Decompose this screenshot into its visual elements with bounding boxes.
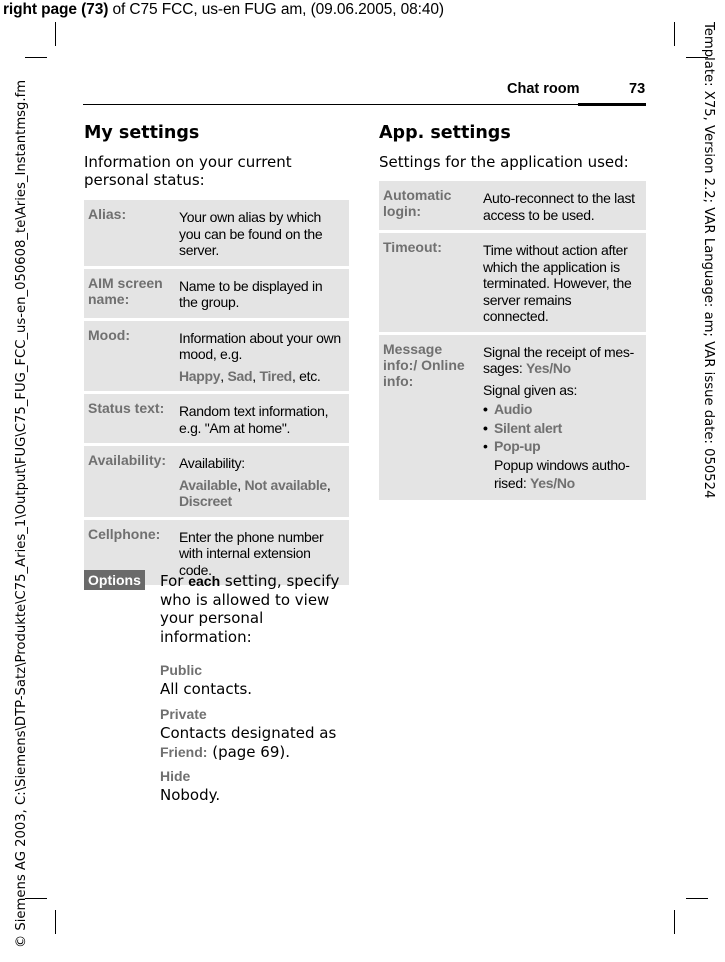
side-file-path: © Siemens AG 2003, C:\Siemens\DTP-Satz\Produkte\C75_Aries_1\Output\FUG\C75_FUG_FCC_us-en_050608_te\Aries_Instantmsg.fm	[14, 79, 29, 948]
crop-mark	[674, 910, 675, 934]
page-number: 73	[629, 81, 646, 97]
running-header-title: Chat room	[507, 81, 580, 97]
description: Your own alias by which you can be found on the server.	[173, 200, 349, 266]
description: Random text information, e.g. "Am at home".	[173, 394, 349, 443]
app-settings-table	[379, 178, 646, 503]
table-row	[84, 269, 349, 318]
term: Message info:/ Online info:	[379, 335, 477, 500]
section-intro: Settings for the application used:	[379, 153, 629, 171]
description: Name to be displayed in the group.	[173, 269, 349, 318]
side-template-info: Template: X75, Version 2.2; VAR Language: am; VAR issue date: 050524	[701, 22, 716, 499]
section-intro: Information on your current personal status:	[84, 153, 292, 189]
term: Automatic login:	[379, 181, 477, 230]
term: Cellphone:	[84, 520, 173, 586]
options-softkey: Options	[84, 570, 145, 590]
term: Availability:	[84, 446, 173, 517]
term: AIM screen name:	[84, 269, 173, 318]
table-row	[379, 233, 646, 332]
table-row	[84, 321, 349, 392]
list-item: • Audio	[483, 400, 640, 419]
table-row	[379, 181, 646, 230]
description: Auto-reconnect to the last access to be used.	[477, 181, 646, 230]
description: Information about your own mood, e.g. Happy, Sad, Tired, etc.	[173, 321, 349, 392]
term: Status text:	[84, 394, 173, 443]
option-private-desc: Contacts designated as Friend: (page 69).	[160, 724, 337, 761]
print-meta-line: right page (73) of C75 FCC, us-en FUG am, (09.06.2005, 08:40)	[3, 1, 444, 18]
term: Alias:	[84, 200, 173, 266]
list-item: • Pop-up Popup windows autho-rised: Yes/No	[483, 437, 640, 493]
signal-list	[483, 400, 640, 493]
header-rule	[83, 104, 646, 105]
header-rule-accent	[578, 103, 646, 106]
section-heading-app-settings: App. settings	[379, 123, 511, 143]
option-public-desc: All contacts.	[160, 680, 253, 698]
crop-mark	[55, 910, 56, 934]
crop-mark	[55, 22, 56, 46]
section-heading-my-settings: My settings	[84, 123, 200, 143]
description: Availability: Available, Not available, Discreet	[173, 446, 349, 517]
description: Signal the receipt of mes-sages: Yes/No Signal given as: • Audio • Silent alert • Pop-up Popup windows autho-rised: Yes/No	[477, 335, 646, 500]
table-row	[379, 335, 646, 500]
table-row	[84, 394, 349, 443]
option-hide-label: Hide	[160, 768, 191, 784]
term: Timeout:	[379, 233, 477, 332]
description: Enter the phone number with internal extension code.	[173, 520, 349, 586]
options-description: For each setting, specify who is allowed to view your personal information:	[160, 572, 340, 646]
list-item: • Silent alert	[483, 419, 640, 438]
description: Time without action after which the application is terminated. However, the server remains connected.	[477, 233, 646, 332]
option-public-label: Public	[160, 662, 203, 678]
option-private-label: Private	[160, 706, 207, 722]
my-settings-table	[84, 197, 349, 588]
crop-mark	[674, 22, 675, 46]
table-row	[84, 200, 349, 266]
table-row	[84, 446, 349, 517]
term: Mood:	[84, 321, 173, 392]
option-hide-desc: Nobody.	[160, 786, 221, 804]
